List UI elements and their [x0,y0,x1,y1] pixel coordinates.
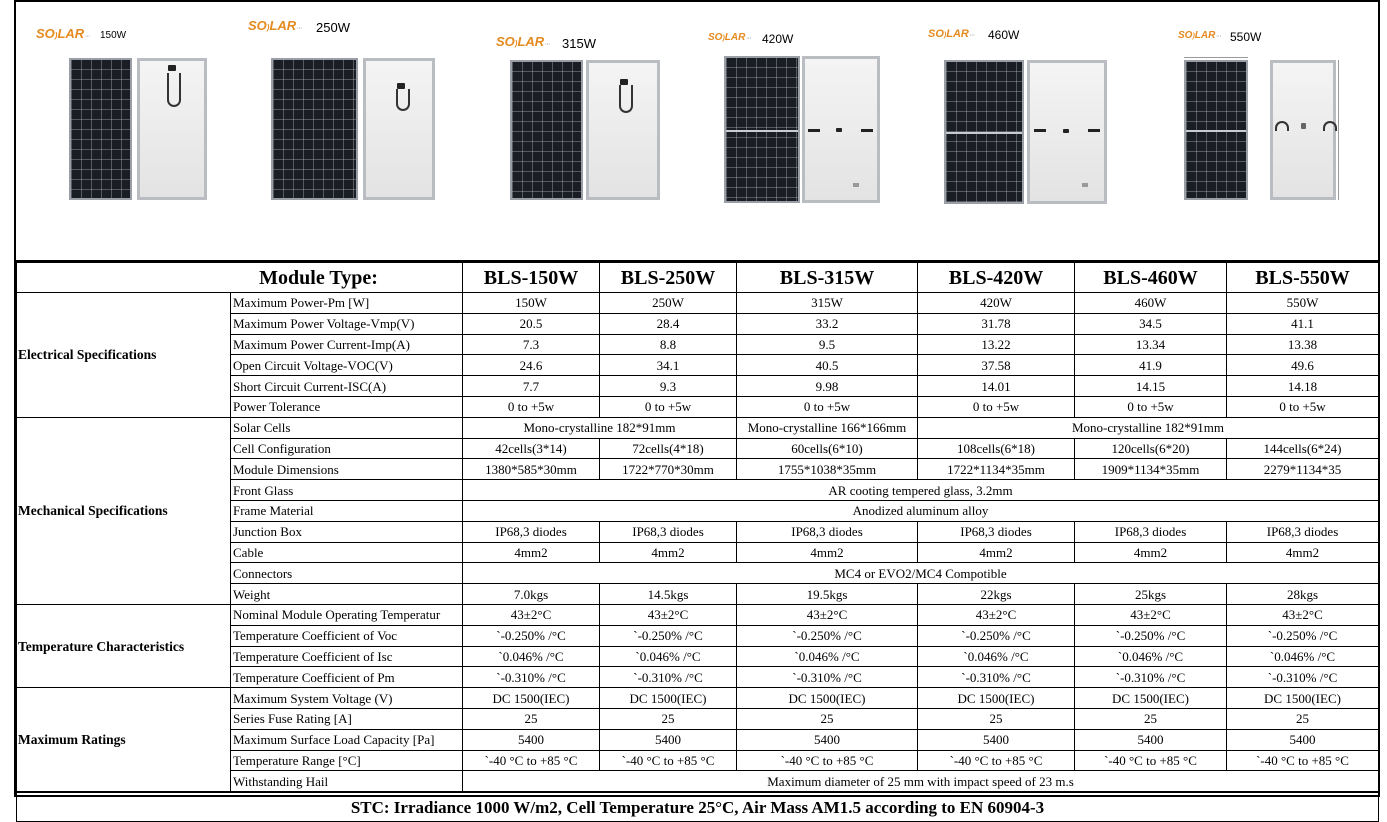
product-power-label: 550W [1230,30,1262,44]
panel-front-image [510,60,583,200]
param-label: Maximum Surface Load Capacity [Pa] [231,729,463,750]
table-cell: `0.046% /°C [737,646,918,667]
table-cell: DC 1500(IEC) [737,688,918,709]
model-header: BLS-550W [1227,263,1379,293]
panel-front-image [1184,60,1248,200]
table-cell: 43±2°C [600,604,737,625]
table-cell: 25 [737,708,918,729]
table-cell: 5400 [1227,729,1379,750]
brand-logo: SO)LAR··· [496,34,551,49]
table-cell: 28kgs [1227,584,1379,605]
table-cell: `-40 °C to +85 °C [1227,750,1379,771]
table-row [17,604,1379,625]
table-cell: 19.5kgs [737,584,918,605]
table-cell: `-0.250% /°C [737,625,918,646]
table-cell: 315W [737,293,918,314]
table-cell: `-0.250% /°C [918,625,1075,646]
table-cell: 0 to +5w [918,396,1075,417]
table-cell: 42cells(3*14) [463,438,600,459]
table-cell: 34.1 [600,355,737,376]
product-power-label: 250W [316,20,350,35]
table-cell: 20.5 [463,313,600,334]
table-cell: 5400 [1075,729,1227,750]
table-cell: `-0.250% /°C [1227,625,1379,646]
panel-back-image [363,58,435,200]
table-cell: 31.78 [918,313,1075,334]
param-label: Maximum System Voltage (V) [231,688,463,709]
table-cell: 49.6 [1227,355,1379,376]
table-cell: MC4 or EVO2/MC4 Compotible [463,563,1379,584]
table-cell: IP68,3 diodes [737,521,918,542]
table-cell: DC 1500(IEC) [1227,688,1379,709]
table-cell: 25 [1227,708,1379,729]
table-cell: 40.5 [737,355,918,376]
table-cell: 1755*1038*35mm [737,459,918,480]
table-row [17,293,1379,314]
param-label: Connectors [231,563,463,584]
panel-back-image [1270,60,1336,200]
table-cell: 0 to +5w [463,396,600,417]
table-cell: 14.01 [918,376,1075,397]
group-label-mechanical: Mechanical Specifications [17,417,231,604]
table-cell: `-0.310% /°C [1075,667,1227,688]
panel-back-image [137,58,207,200]
table-cell: 60cells(6*10) [737,438,918,459]
model-header: BLS-315W [737,263,918,293]
module-type-label: Module Type: [17,263,463,293]
table-cell: DC 1500(IEC) [600,688,737,709]
dimension-line [1184,57,1248,58]
table-cell: `-0.310% /°C [918,667,1075,688]
param-label: Series Fuse Rating [A] [231,708,463,729]
model-header: BLS-150W [463,263,600,293]
table-cell: 7.7 [463,376,600,397]
product-power-label: 460W [988,28,1020,42]
param-label: Withstanding Hail [231,771,463,792]
param-label: Front Glass [231,480,463,501]
table-cell: 108cells(6*18) [918,438,1075,459]
table-cell: 22kgs [918,584,1075,605]
param-label: Weight [231,584,463,605]
table-cell: 41.9 [1075,355,1227,376]
panel-back-image [802,56,880,203]
group-label-maximum: Maximum Ratings [17,688,231,792]
dimension-line [1338,60,1339,200]
table-cell: 9.3 [600,376,737,397]
table-cell: 13.38 [1227,334,1379,355]
table-cell: 550W [1227,293,1379,314]
table-cell: 72cells(4*18) [600,438,737,459]
product-images-band [16,2,1378,262]
table-cell: 13.22 [918,334,1075,355]
param-label: Temperature Range [°C] [231,750,463,771]
param-label: Temperature Coefficient of Voc [231,625,463,646]
table-cell: `-40 °C to +85 °C [463,750,600,771]
table-cell: IP68,3 diodes [1227,521,1379,542]
table-cell: `0.046% /°C [1075,646,1227,667]
table-cell: `-0.310% /°C [1227,667,1379,688]
table-cell: IP68,3 diodes [918,521,1075,542]
table-cell: 33.2 [737,313,918,334]
table-cell: IP68,3 diodes [463,521,600,542]
footer-row [17,792,1379,822]
table-cell: Mono-crystalline 182*91mm [918,417,1379,438]
table-cell: AR cooting tempered glass, 3.2mm [463,480,1379,501]
group-label-temperature: Temperature Characteristics [17,604,231,687]
table-row [17,688,1379,709]
table-cell: 9.5 [737,334,918,355]
panel-back-image [1027,60,1107,204]
table-cell: 43±2°C [737,604,918,625]
table-cell: 25 [918,708,1075,729]
table-cell: 1722*1134*35mm [918,459,1075,480]
table-cell: 0 to +5w [1227,396,1379,417]
model-header: BLS-460W [1075,263,1227,293]
table-cell: `-0.250% /°C [1075,625,1227,646]
param-label: Temperature Coefficient of Pm [231,667,463,688]
table-cell: 420W [918,293,1075,314]
table-cell: 14.18 [1227,376,1379,397]
table-cell: 4mm2 [737,542,918,563]
table-header-row [17,263,1379,293]
table-cell: DC 1500(IEC) [463,688,600,709]
table-cell: 7.3 [463,334,600,355]
table-cell: 43±2°C [918,604,1075,625]
model-header: BLS-420W [918,263,1075,293]
table-cell: `-40 °C to +85 °C [600,750,737,771]
panel-back-image [586,60,660,200]
param-label: Cable [231,542,463,563]
brand-logo: SO)LAR··· [708,32,752,43]
table-cell: 0 to +5w [737,396,918,417]
table-cell: 460W [1075,293,1227,314]
table-cell: 34.5 [1075,313,1227,334]
table-cell: 43±2°C [463,604,600,625]
param-label: Open Circuit Voltage-VOC(V) [231,355,463,376]
table-cell: 24.6 [463,355,600,376]
table-cell: DC 1500(IEC) [1075,688,1227,709]
table-cell: 41.1 [1227,313,1379,334]
param-label: Cell Configuration [231,438,463,459]
param-label: Nominal Module Operating Temperatur [231,604,463,625]
table-cell: 1380*585*30mm [463,459,600,480]
table-cell: 25 [463,708,600,729]
table-cell: `-0.310% /°C [463,667,600,688]
table-cell: 150W [463,293,600,314]
table-cell: `0.046% /°C [1227,646,1379,667]
table-cell: `0.046% /°C [918,646,1075,667]
param-label: Frame Material [231,500,463,521]
table-cell: 0 to +5w [1075,396,1227,417]
panel-front-image [944,60,1024,204]
model-header: BLS-250W [600,263,737,293]
brand-logo: SO)LAR··· [36,26,91,41]
table-cell: `0.046% /°C [463,646,600,667]
product-power-label: 420W [762,32,794,46]
table-cell: `-0.310% /°C [737,667,918,688]
param-label: Module Dimensions [231,459,463,480]
table-cell: 13.34 [1075,334,1227,355]
table-cell: 43±2°C [1227,604,1379,625]
table-row [17,417,1379,438]
table-cell: 25 [600,708,737,729]
table-cell: 25kgs [1075,584,1227,605]
panel-front-image [271,58,358,200]
param-label: Short Circuit Current-ISC(A) [231,376,463,397]
table-cell: 25 [1075,708,1227,729]
param-label: Maximum Power Current-Imp(A) [231,334,463,355]
table-cell: 37.58 [918,355,1075,376]
table-cell: `-40 °C to +85 °C [918,750,1075,771]
table-cell: `-40 °C to +85 °C [737,750,918,771]
brand-logo: SO)LAR··· [248,18,303,33]
table-cell: 4mm2 [463,542,600,563]
brand-logo: SO)LAR··· [928,28,975,40]
table-cell: `-40 °C to +85 °C [1075,750,1227,771]
table-cell: `0.046% /°C [600,646,737,667]
param-label: Power Tolerance [231,396,463,417]
table-cell: 2279*1134*35 [1227,459,1379,480]
group-label-electrical: Electrical Specifications [17,293,231,418]
table-cell: 1722*770*30mm [600,459,737,480]
table-cell: Mono-crystalline 182*91mm [463,417,737,438]
table-cell: 1909*1134*35mm [1075,459,1227,480]
table-cell: 5400 [463,729,600,750]
table-cell: 8.8 [600,334,737,355]
table-cell: 120cells(6*20) [1075,438,1227,459]
table-cell: IP68,3 diodes [1075,521,1227,542]
panel-front-image [69,58,132,200]
table-cell: Anodized aluminum alloy [463,500,1379,521]
table-cell: `-0.310% /°C [600,667,737,688]
param-label: Junction Box [231,521,463,542]
table-cell: `-0.250% /°C [600,625,737,646]
table-cell: 5400 [600,729,737,750]
table-cell: 43±2°C [1075,604,1227,625]
table-cell: 5400 [737,729,918,750]
table-cell: 4mm2 [1075,542,1227,563]
panel-front-image [724,56,800,203]
table-cell: 4mm2 [1227,542,1379,563]
table-cell: 4mm2 [600,542,737,563]
param-label: Maximum Power-Pm [W] [231,293,463,314]
stc-footnote: STC: Irradiance 1000 W/m2, Cell Temperature 25°C, Air Mass AM1.5 according to EN 60904-3 [17,792,1379,822]
table-cell: 144cells(6*24) [1227,438,1379,459]
table-cell: 4mm2 [918,542,1075,563]
table-cell: 250W [600,293,737,314]
product-power-label: 315W [562,36,596,51]
param-label: Temperature Coefficient of Isc [231,646,463,667]
table-cell: 9.98 [737,376,918,397]
table-cell: 7.0kgs [463,584,600,605]
table-cell: 14.15 [1075,376,1227,397]
product-power-label: 150W [100,30,127,41]
table-cell: IP68,3 diodes [600,521,737,542]
spec-table [16,262,1379,822]
table-cell: Maximum diameter of 25 mm with impact speed of 23 m.s [463,771,1379,792]
table-cell: 28.4 [600,313,737,334]
param-label: Solar Cells [231,417,463,438]
table-cell: 0 to +5w [600,396,737,417]
table-cell: Mono-crystalline 166*166mm [737,417,918,438]
param-label: Maximum Power Voltage-Vmp(V) [231,313,463,334]
table-cell: 5400 [918,729,1075,750]
table-cell: `-0.250% /°C [463,625,600,646]
brand-logo: SO)LAR··· [1178,30,1222,41]
table-cell: 14.5kgs [600,584,737,605]
table-cell: DC 1500(IEC) [918,688,1075,709]
